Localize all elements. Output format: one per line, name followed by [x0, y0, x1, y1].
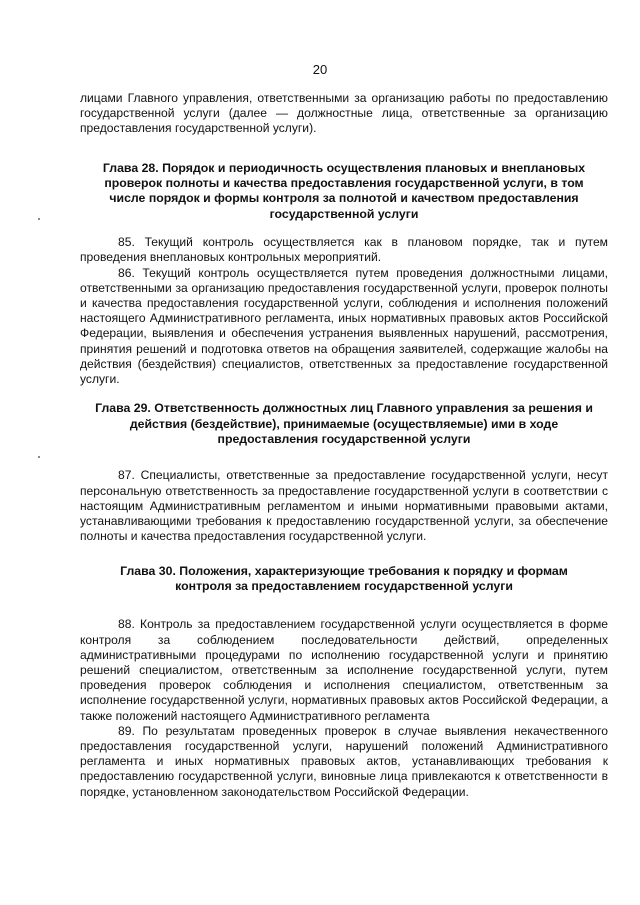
document-body — [80, 91, 608, 800]
intro-paragraph: лицами Главного управления, ответственными за организацию работы по предоставлению государственной услуги (далее — должностные лица, ответственные за организацию предоставления государственной услуги). — [80, 91, 608, 136]
scan-speck — [38, 218, 40, 220]
chapter-30 — [80, 564, 608, 800]
paragraph-86: 86. Текущий контроль осуществляется путем проведения должностными лицами, ответственными за организацию предоставления государственной услуги, проверок полноты и качества предоставления государственной услуги, соблюдения и исполнения положений настоящего Административного регламента, иных нормативных правовых актов Российской Федерации, выявления и обеспечения устранения выявленных нарушений, рассмотрения, принятия решений и подготовка ответов на обращения заявителей, содержащие жалобы на действия (бездействия) специалистов, ответственных за предоставление государственной услуги. — [80, 265, 608, 387]
chapter-29 — [80, 401, 608, 544]
chapter-29-heading: Глава 29. Ответственность должностных лиц Главного управления за решения и действия (бездействие), принимаемые (осуществляемые) ими в ходе предоставления государственной услуги — [95, 401, 593, 447]
chapter-30-heading: Глава 30. Положения, характеризующие требования к порядку и формам контроля за предоставлением государственной услуги — [120, 563, 568, 593]
paragraph-85: 85. Текущий контроль осуществляется как в плановом порядке, так и путем проведения внеплановых контрольных мероприятий. — [80, 235, 608, 265]
paragraph-89: 89. По результатам проведенных проверок в случае выявления некачественного предоставления государственной услуги, нарушений положений Административного регламента и иных нормативных правовых актов, устанавливающих требования к предоставлению государственной услуги, виновные лица привлекаются к ответственности в порядке, установленном законодательством Российской Федерации. — [80, 723, 608, 799]
paragraph-87: 87. Специалисты, ответственные за предоставление государственной услуги, несут персональную ответственность за предоставление государственной услуги в соответствии с настоящим Административным регламентом и иными нормативными правовыми актами, устанавливающими требования к предоставлению государственной услуги, за обеспечение полноты и качества предоставления государственной услуги. — [80, 468, 608, 544]
scan-speck — [38, 456, 40, 458]
paragraph-88: 88. Контроль за предоставлением государственной услуги осуществляется в форме контроля за соблюдением последовательности действий, определенных административными процедурами по исполнению государственной услуги и принятию решений специалистом, ответственным за исполнение государственной услуги, путем проведения проверок соблюдения и исполнения специалистом, ответственным за исполнение государственной услуги, нормативных правовых актов Российской Федерации, а также положений настоящего Административного регламента — [80, 617, 608, 723]
chapter-28 — [80, 161, 608, 388]
page-number: 20 — [312, 62, 328, 77]
chapter-28-heading: Глава 28. Порядок и периодичность осуществления плановых и внеплановых проверок полноты и качества предоставления государственной услуги, в том числе порядок и формы контроля за полнотой и качеством предоставления государственной услуги — [102, 160, 586, 221]
